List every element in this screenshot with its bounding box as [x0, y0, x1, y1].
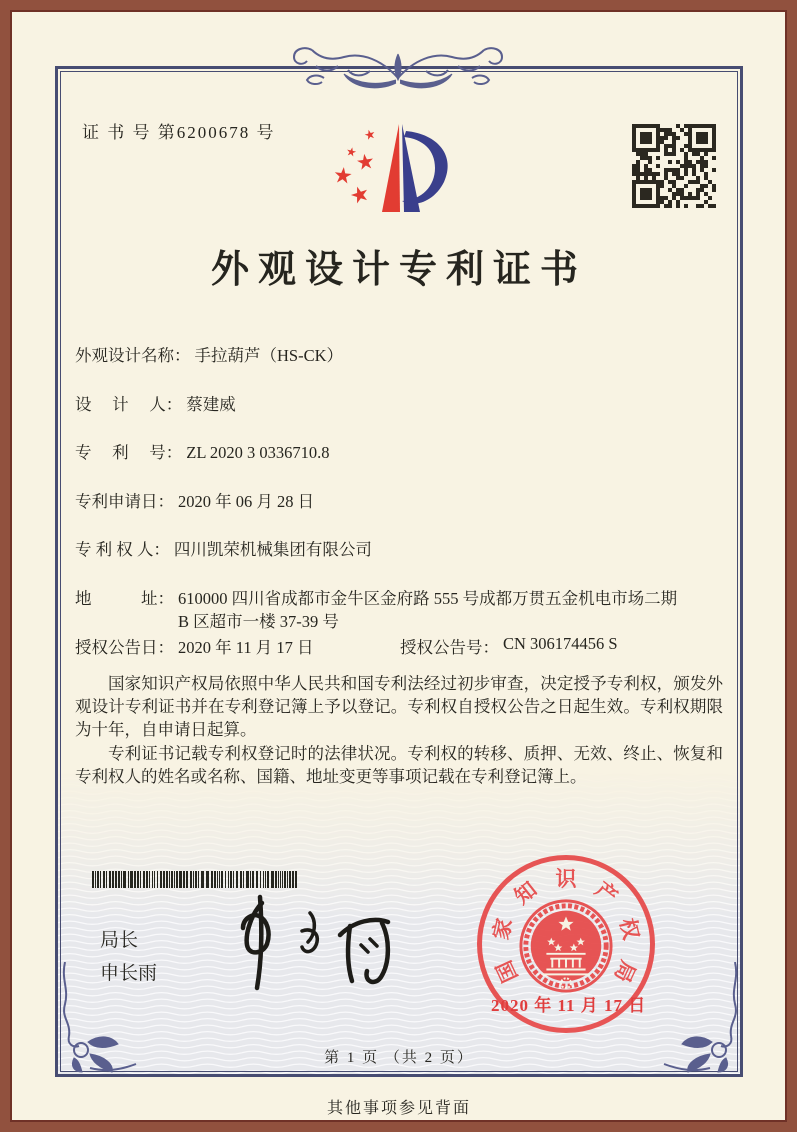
- star-icon: ★: [346, 179, 373, 210]
- field-patent-number: [75, 441, 330, 464]
- seal-ring-text: 国 家 知 识 产 权 局: [488, 867, 644, 987]
- field-label: 专 利 权 人：: [75, 540, 170, 559]
- star-icon: ★: [362, 125, 378, 144]
- field-label: 地 址：: [75, 589, 174, 608]
- field-value: 四川凯荣机械集团有限公司: [173, 540, 372, 559]
- field-value: 2020 年 11 月 17 日: [178, 638, 314, 657]
- star-icon: ★: [331, 162, 355, 189]
- barcode: [92, 871, 304, 888]
- field-label: 设 计 人：: [75, 395, 183, 414]
- seal-date: 2020 年 11 月 17 日: [491, 996, 647, 1015]
- field-label: 授权公告日：: [75, 638, 174, 657]
- field-grant-number: [400, 634, 618, 658]
- national-emblem-icon: [517, 897, 615, 995]
- field-filing-date: [75, 490, 314, 513]
- legal-text: [75, 672, 723, 788]
- field-patentee: [75, 538, 372, 561]
- field-value: 手拉葫芦（HS-CK）: [194, 346, 344, 365]
- field-value: CN 306174456 S: [503, 634, 618, 653]
- certificate-title: 外观设计专利证书: [210, 249, 587, 291]
- commissioner-name: 申长雨: [100, 963, 158, 984]
- field-designer: [75, 393, 236, 416]
- page-number: 第 1 页 （共 2 页）: [324, 1050, 474, 1066]
- field-value: 2020 年 06 月 28 日: [178, 492, 315, 511]
- field-grant-date: [75, 634, 314, 658]
- legal-paragraph: 国家知识产权局依照中华人民共和国专利法经过初步审查，决定授予专利权，颁发外观设计专利证书并在专利登记簿上予以登记。专利权自授权公告之日起生效。专利权期限为十年，自申请日起算。: [75, 674, 723, 740]
- commissioner-title: 局长: [100, 930, 139, 951]
- signature-handwriting: [222, 893, 412, 993]
- star-icon: ★: [344, 144, 359, 160]
- qr-code: [632, 124, 716, 208]
- back-side-note: 其他事项参见背面: [326, 1100, 471, 1117]
- field-label: 专 利 号：: [75, 443, 183, 462]
- field-value: ZL 2020 3 0336710.8: [186, 443, 330, 462]
- field-value: 蔡建威: [186, 395, 236, 414]
- field-address: [75, 587, 686, 633]
- star-icon: ★: [354, 148, 377, 176]
- certificate-number: 证 书 号 第6200678 号: [82, 123, 276, 142]
- field-value: 610000 四川省成都市金牛区金府路 555 号成都万贯五金机电市场二期 B 区超市一楼 37-39 号: [178, 589, 678, 631]
- field-label: 授权公告号：: [400, 638, 499, 657]
- field-design-name: [75, 344, 343, 367]
- top-scroll-ornament: [276, 44, 520, 96]
- legal-paragraph: 专利证书记载专利权登记时的法律状况。专利权的转移、质押、无效、终止、恢复和专利权人的姓名或名称、国籍、地址变更等事项记载在专利登记簿上。: [75, 743, 723, 786]
- field-label: 专利申请日：: [75, 492, 174, 511]
- field-label: 外观设计名称：: [75, 346, 191, 365]
